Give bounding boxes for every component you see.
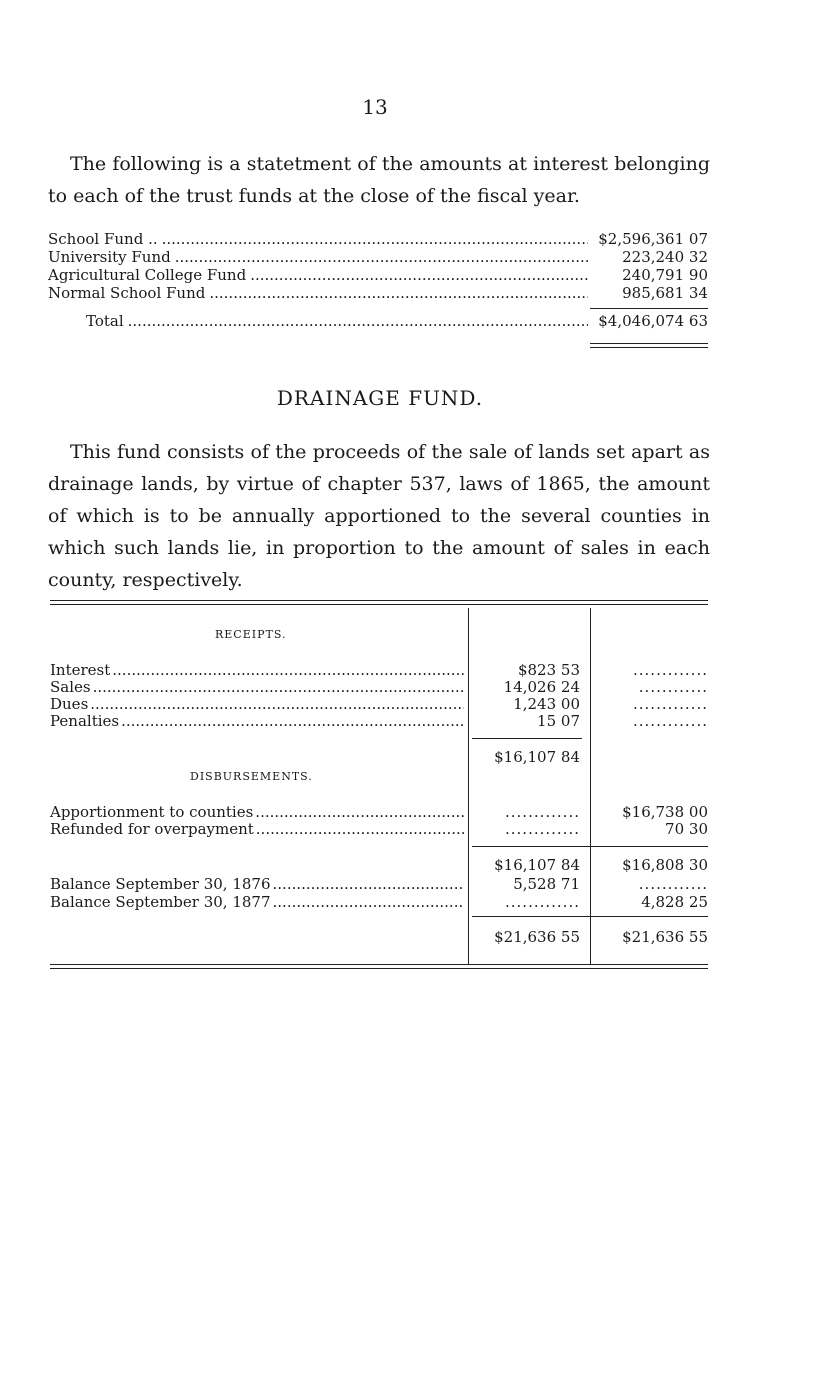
subtotal-rule xyxy=(472,738,582,739)
empty-cell: ............. xyxy=(633,662,708,679)
table-row xyxy=(50,894,708,911)
table-row xyxy=(50,821,708,838)
row-label: Penalties xyxy=(50,712,120,730)
receipt-amount: 14,026 24 xyxy=(503,679,580,696)
fund-row xyxy=(48,248,708,266)
fund-amount: 240,791 90 xyxy=(622,266,708,284)
table-row xyxy=(50,662,708,679)
fund-amount: 985,681 34 xyxy=(622,284,708,302)
dot-leader xyxy=(246,266,588,284)
fund-row xyxy=(48,266,708,284)
table-row xyxy=(50,713,708,730)
empty-cell: ............. xyxy=(633,696,708,713)
page-number: 13 xyxy=(362,95,388,119)
receipts-subtotal: $16,107 84 xyxy=(494,748,580,766)
fund-row xyxy=(48,230,708,248)
total-amount: $4,046,074 63 xyxy=(598,312,708,330)
intro-paragraph: The following is a statetment of the amounts at interest belonging to each of the trust funds at the close of the fiscal year. xyxy=(48,153,710,207)
disbursement-total-col1: $16,107 84 xyxy=(494,856,580,874)
drainage-fund-table xyxy=(50,600,708,972)
sum-rule xyxy=(590,308,708,309)
receipt-amount: 15 07 xyxy=(537,713,580,730)
row-label: Dues xyxy=(50,695,89,713)
fund-name: Normal School Fund xyxy=(48,284,206,302)
table-row xyxy=(50,696,708,713)
receipt-amount: $823 53 xyxy=(517,662,580,679)
empty-cell: ............. xyxy=(505,894,580,911)
disbursement-amount: 70 30 xyxy=(665,821,708,838)
empty-cell: ............. xyxy=(505,804,580,821)
row-label: Apportionment to counties xyxy=(50,803,254,821)
row-label: Balance September 30, 1877 xyxy=(50,893,271,911)
table-top-rule xyxy=(50,600,708,605)
table-row xyxy=(50,679,708,696)
grand-total-rule xyxy=(472,916,708,917)
fund-name: School Fund .. xyxy=(48,230,158,248)
disbursement-total-col2: $16,808 30 xyxy=(622,856,708,874)
total-double-rule xyxy=(590,343,708,348)
fund-total-row xyxy=(48,312,708,330)
disbursement-amount: $16,738 00 xyxy=(622,804,708,821)
dot-leader xyxy=(171,248,588,266)
dot-leader xyxy=(158,230,588,248)
row-label: Balance September 30, 1876 xyxy=(50,875,271,893)
grand-total-col1: $21,636 55 xyxy=(494,928,580,946)
empty-cell: ............ xyxy=(638,679,708,696)
table-row xyxy=(50,876,708,893)
totals-rule xyxy=(472,846,708,847)
empty-cell: ............. xyxy=(505,821,580,838)
grand-total-col2: $21,636 55 xyxy=(622,928,708,946)
table-bottom-rule xyxy=(50,964,708,969)
balance-amount: 5,528 71 xyxy=(513,876,580,893)
receipts-heading: RECEIPTS. xyxy=(215,628,287,641)
disbursements-heading: DISBURSEMENTS. xyxy=(190,770,313,783)
fund-amount: $2,596,361 07 xyxy=(598,230,708,248)
receipt-amount: 1,243 00 xyxy=(513,696,580,713)
empty-cell: ............. xyxy=(633,713,708,730)
section-title: DRAINAGE FUND. xyxy=(276,386,484,410)
fund-amount: 223,240 32 xyxy=(622,248,708,266)
table-row xyxy=(50,804,708,821)
balance-amount: 4,828 25 xyxy=(641,894,708,911)
dot-leader xyxy=(124,312,588,330)
row-label: Refunded for overpayment xyxy=(50,820,254,838)
row-label: Sales xyxy=(50,678,91,696)
trust-fund-list xyxy=(48,230,708,330)
fund-row xyxy=(48,284,708,302)
empty-cell: ............ xyxy=(638,876,708,893)
dot-leader xyxy=(205,284,588,302)
row-label: Interest xyxy=(50,661,111,679)
drainage-paragraph: This fund consists of the proceeds of the sale of lands set apart as drainage lands, by virtue of chapter 537, laws of 1865, the amount of which is to be annually apportioned to the several counties in which such lands lie, in proportion to the amount of sales in each county, respectively. xyxy=(48,441,710,591)
fund-name: University Fund xyxy=(48,248,171,266)
total-label: Total xyxy=(86,312,124,330)
fund-name: Agricultural College Fund xyxy=(48,266,247,284)
